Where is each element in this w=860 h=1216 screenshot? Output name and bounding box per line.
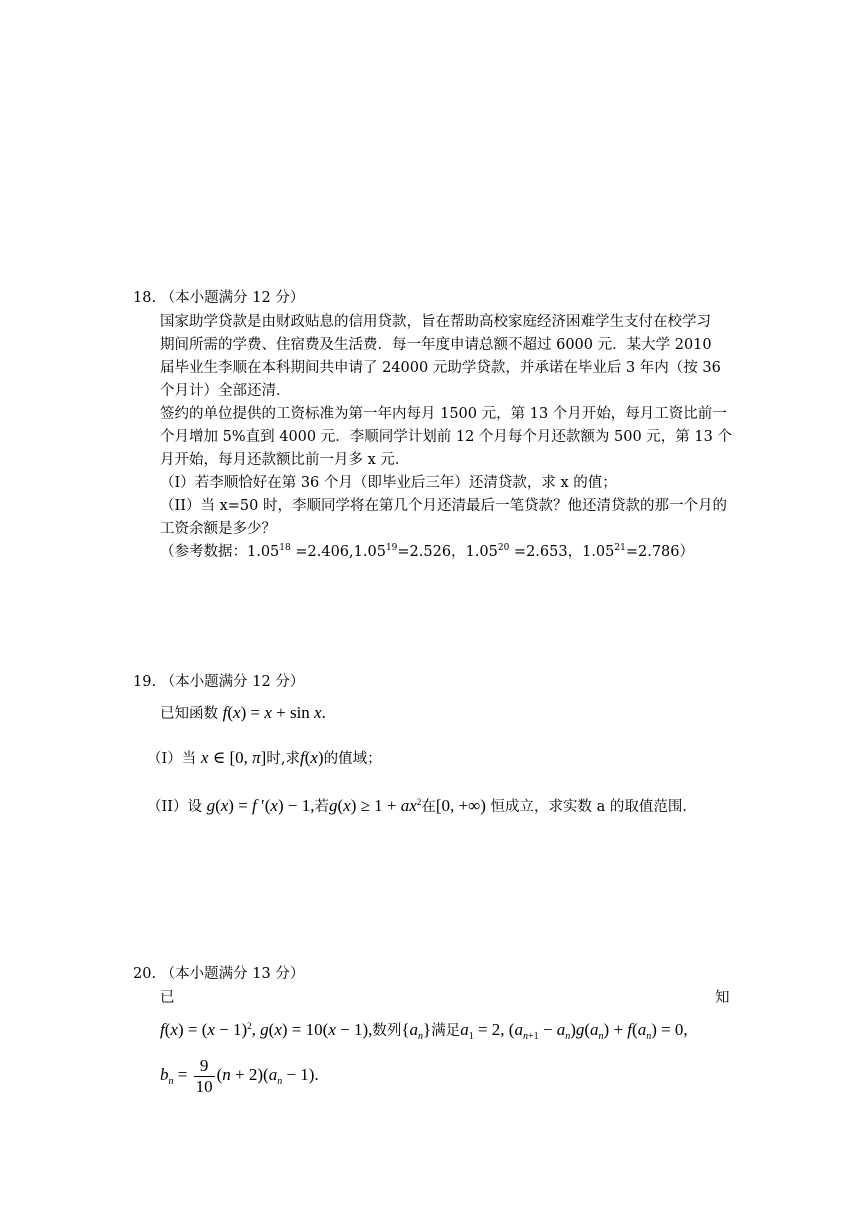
q18-line: 工资余额是多少？ [160,521,276,537]
q20-bn-formula: $b_n$ = $\frac{9}{10}$ $(n + 2)(a_n - 1)$. [160,1056,319,1096]
q18-line: 期间所需的学费、住宿费及生活费．每一年度申请总额不超过 6000 元．某大学 2010 [160,337,712,353]
q18-line: 个月增加 5%直到 4000 元．李顺同学计划前 12 个月每个月还款额为 500 元，第 13 个 [160,429,732,445]
q19-part2: （II）设 g(x) = f ′(x) − 1,若$g(x) \ge 1 + ax^2$在[0, +∞) 恒成立，求实数 a 的取值范围． [147,796,697,815]
q20-yi: 已 [160,990,175,1006]
q18-line: 届毕业生李顺在本科期间共申请了 24000 元助学贷款，并承诺在毕业后 3 年内（按 36 [160,360,721,376]
q18-header: 18. （本小题满分 12 分） [133,290,305,306]
q18-line: 月开始，每月还款额比前一月多 x 元． [160,452,410,468]
q18-line: 签约的单位提供的工资标准为第一年内每月 1500 元，第 13 个月开始，每月工资比前一 [160,406,727,422]
q18-part1: （I）若李顺恰好在第 36 个月（即毕业后三年）还清贷款，求 x 的值； [160,475,617,491]
q18-line: 国家助学贷款是由财政贴息的信用贷款，旨在帮助高校家庭经济困难学生支付在校学习 [160,314,711,330]
q19-part1: （I）当 x ∈ [0, π]时,求f(x)的值域； [147,748,382,767]
q20-header: 20. （本小题满分 13 分） [133,966,305,982]
q18-part2: （II）当 x=50 时，李顺同学将在第几个月还清最后一笔贷款？他还清贷款的那一个月的 [160,498,727,514]
q19-header: 19. （本小题满分 12 分） [133,674,305,690]
q19-given: 已知函数 f(x) = x + sin x. [160,703,326,722]
q18-line: 个月计）全部还清． [160,383,291,399]
q20-zhi: 知 [715,990,730,1006]
q20-given-functions: $f(x) = (x - 1)^2$, g(x) = 10(x − 1),数列$\{a_n\}$满足$a_1 = 2$, $(a_{n+1} - a_n)g(a_n) + f(a_n) = 0$, [160,1020,688,1042]
q18-reference-data: （参考数据：$1.05^{18} =2.406,1.05^{19}=2.526$，$1.05^{20} =2.653$，$1.05^{21}=2.786$） [160,543,695,560]
